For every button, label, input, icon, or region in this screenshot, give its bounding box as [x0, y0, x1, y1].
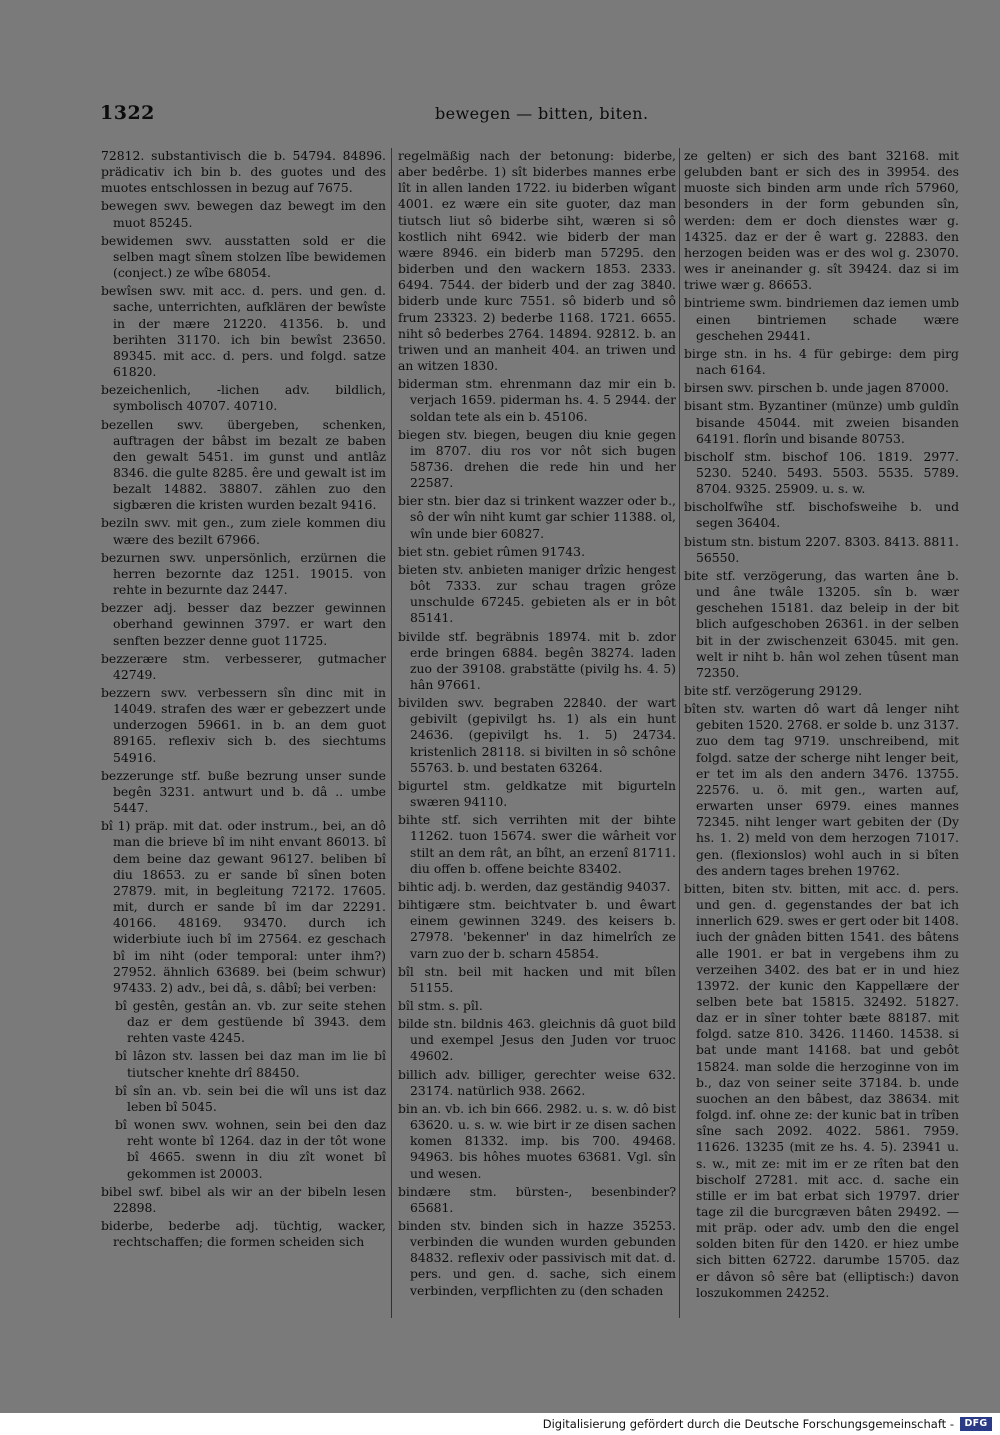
dictionary-entry: bewegen swv. bewegen daz bewegt im den muot 85245.: [101, 198, 386, 230]
dictionary-entry: bezurnen swv. unpersönlich, erzürnen die herren bezornte daz 1251. 19015. von rehte in bezurnte daz 2447.: [101, 549, 386, 598]
dictionary-entry: bigurtel stm. geldkatze mit bigurteln swæren 94110.: [398, 777, 676, 810]
running-head: bewegen — bitten, biten.: [435, 104, 649, 123]
dictionary-entry: bewidemen swv. ausstatten sold er die selben magt sînem stolzen lîbe bewidemen (conject.) ze wîbe 68054.: [101, 232, 386, 281]
dictionary-entry: bezzerære stm. verbesserer, gutmacher 42749.: [101, 650, 386, 682]
dictionary-entry: bî lâzon stv. lassen bei daz man im lie bî tiutscher knehte drî 88450.: [115, 1048, 386, 1080]
dictionary-entry: bezeichenlich, -lichen adv. bildlich, symbolisch 40707. 40710.: [101, 382, 386, 414]
dictionary-entry: birsen swv. pirschen b. unde jagen 87000.: [684, 380, 949, 396]
dictionary-entry: bihtigære stm. beichtvater b. und êwart einem gewinnen 3249. des keisers b. 27978. 'bekenner' in daz himelrîch ze varn zuo der b. scharn 45854.: [398, 897, 676, 961]
dictionary-entry: bintrieme swm. bindriemen daz iemen umb einen bintriemen schade wære geschehen 29441.: [684, 295, 959, 343]
column-3: [684, 148, 959, 1318]
dictionary-entry: bezellen swv. übergeben, schenken, auftragen der bâbst im bezalt ze baben den gewalt 5451. im gunst und antlâz 8346. die gulte 8285. êre und gewalt ist im bezalt 14882. 38807. zählen zuo den sigbæren die kristen wurden bezalt 9416.: [101, 416, 386, 513]
dictionary-entry: bezzer adj. besser daz bezzer gewinnen oberhand gewinnen 3797. er wart den senften bezzer denne guot 11725.: [101, 600, 386, 648]
dfg-logo: DFG: [960, 1417, 992, 1431]
dictionary-entry: bite stf. verzögerung 29129.: [684, 683, 863, 698]
dictionary-entry: bischolfwîhe stf. bischofsweihe b. und segen 36404.: [684, 499, 959, 531]
dictionary-entry: beziln swv. mit gen., zum ziele kommen diu wære des bezilt 67966.: [101, 515, 386, 547]
dictionary-entry: billich adv. billiger, gerechter weise 632. 23174. natürlich 938. 2662.: [398, 1066, 676, 1098]
dictionary-entry: bitten, biten stv. bitten, mit acc. d. pers. und gen. d. gegenstandes der bat ich innerlich 629. swes er gert oder bit 1408. iuch der gnâden bitten 1541. des bâtens alle 1901. er bat in vergebens ihm zu verzeihen 3402. des bat er in und hiez 13972. der kunic den Kappellære der selben bete bat 15815. 32492. 51827. daz er in sîner tohter bæte 88187. mit folgd. satze 810. 3426. 11460. 14538. si bat unde mant 14168. bat und gebôt 15824. man solde die herzoginne von im b., daz von seiner seite 37184. b. unde suochen an den bâbest, daz 38634. mit folgd. inf. ohne ze: der kunic bat in trîben sîne sach 2092. 4022. 5861. 7959. 11626. 13235 (mit ze hs. 4. 5). 23941 u. s. w., mit ze: mit im er ze rîten bat den bischolf 27281. mit acc. d. sache ein stille er im bat erbat sich 19797. drier tage zil die burcgræven bâten 29492. — mit präp. oder adv. umb den die engel solden biten für den 1420. er hiez umbe sich bitten 62722. darumbe 15705. daz er dâvon sô sêre bat (elliptisch:) davon loszukommen 24252.: [684, 880, 959, 1300]
dictionary-entry: binden stv. binden sich in hazze 35253. verbinden die wunden wurden gebunden 84832. reflexiv oder passivisch mit dat. d. pers. und gen. d. sache, sich einem verbinden, verpflichten zu (den schaden: [398, 1218, 676, 1298]
dictionary-entry: bî sîn an. vb. sein bei die wîl uns ist daz leben bî 5045.: [115, 1082, 386, 1114]
dictionary-entry: bî gestên, gestân an. vb. zur seite stehen daz er dem gestüende bî 3943. dem rehten vaste 4245.: [115, 997, 386, 1046]
dictionary-entry: biderbe, bederbe adj. tüchtig, wacker, rechtschaffen; die formen scheiden sich: [101, 1218, 386, 1250]
dictionary-entry: birge stn. in hs. 4 für gebirge: dem pirg nach 6164.: [684, 345, 959, 378]
dictionary-entry: biderman stm. ehrenmann daz mir ein b. verjach 1659. piderman hs. 4. 5 2944. der soldan tete als ein b. 45106.: [398, 376, 676, 424]
footer-credit: Digitalisierung gefördert durch die Deutsche Forschungsgemeinschaft -: [542, 1417, 954, 1431]
dictionary-entry: bisant stm. Byzantiner (münze) umb guldîn bisande 45044. mit zweien bisanden 64191. florîn und bisande 80753.: [684, 398, 959, 446]
footer-bar: [0, 1413, 1000, 1435]
dictionary-entry: bezzerunge stf. buße bezrung unser sunde begên 3231. antwurt und b. dâ .. umbe 5447.: [101, 767, 386, 816]
dictionary-entry: bîl stn. beil mit hacken und mit bîlen 51155.: [398, 963, 676, 995]
dictionary-entry: bewîsen swv. mit acc. d. pers. und gen. d. sache, unterrichten, aufklären der bewîste in der mære 21220. 41356. b. und berihten 31170. ich bin bewîst 23650. 89345. mit acc. d. pers. und folgd. satze 61820.: [101, 283, 386, 380]
dictionary-entry: bî 1) präp. mit dat. oder instrum., bei, an dô man die brieve bî im niht envant 86013. bî dem beine daz gewant 96127. beliben bî diu 18653. zu er sande bî sînen boten 27879. mit, in begleitung 72172. 17605. mit, durch er sande bî im dar 22291. 40166. 48169. 93470. durch ich widerbiute iuch bî im 27564. ez geschach bî im niht (oder temporal: unter ihm?) 27952. ähnlich 63689. bei (beim schwur) 97433. 2) adv., bei dâ, s. dâbî; bei verben:: [101, 818, 386, 995]
column-2: [398, 148, 676, 1318]
dictionary-entry: bindære stm. bürsten-, besenbinder? 65681.: [398, 1183, 676, 1215]
page-number: 1322: [100, 102, 155, 124]
dictionary-entry: 72812. substantivisch die b. 54794. 84896. prädicativ ich bin b. des guotes und des muotes entschlossen in bezug auf 7675.: [101, 148, 386, 196]
dictionary-entry: bî wonen swv. wohnen, sein bei den daz reht wonte bî 1264. daz in der tôt wone bî 4665. swenn in diu zît wonet bî gekommen ist 20003.: [115, 1117, 386, 1181]
dictionary-entry: bischolf stm. bischof 106. 1819. 2977. 5230. 5240. 5493. 5503. 5535. 5789. 8704. 9325. 25909. u. s. w.: [684, 448, 959, 497]
dictionary-entry: biet stn. gebiet rûmen 91743.: [398, 543, 586, 559]
page-header: [100, 102, 940, 132]
column-divider: [391, 148, 392, 1318]
dictionary-entry: bivilde stf. begräbnis 18974. mit b. zdor erde bringen 6884. begên 38274. laden zuo der 39108. grabstätte (pivilg hs. 4. 5) hân 97661.: [398, 628, 676, 692]
dictionary-entry: regelmäßig nach der betonung: biderbe, aber bedêrbe. 1) sît biderbes mannes erbe lît in allen landen 1722. iu biderben wîgant 4001. ez wære ein site guoter, daz man tiutsch liut sô biderbe siht, wæren si sô kostlich niht 6942. wie biderb der man wære 8946. ein biderb man 57295. den biderben und den wackern 1853. 2333. 6494. 7544. der biderb und der zag 3840. biderb unde kurc 7551. sô biderb und sô frum 23323. 2) bederbe 1168. 1721. 6655. niht sô bederbes 2764. 14894. 92812. b. an triwen und an manheit 404. an triwen und an witzen 1830.: [398, 148, 676, 374]
dictionary-entry: bilde stn. bildnis 463. gleichnis dâ guot bild und exempel Jesus den Juden vor truoc 49602.: [398, 1016, 676, 1064]
dictionary-entry: bite stf. verzögerung, das warten âne b. und âne twâle 13205. sîn b. wær geschehen 15181. daz beleip in der bit blich aufgeschoben 26361. in der selben bit in der zwischenzeit 63045. mit gen. welt ir niht b. hân wol zehen tûsent man 72350.: [684, 567, 959, 680]
column-1: [101, 148, 386, 1318]
dictionary-entry: biegen stv. biegen, beugen diu knie gegen im 8707. diu ros vor nôt sich bugen 58736. drehen die rede hin und her 22587.: [398, 426, 676, 491]
dictionary-entry: bieten stv. anbieten maniger drîzic hengest bôt 7333. zur schau tragen grôze unschulde 67245. gebieten als er in bôt 85141.: [398, 561, 676, 626]
dictionary-entry: bier stn. bier daz si trinkent wazzer oder b., sô der wîn niht kumt gar schier 11388. ol, wîn unde bier 60827.: [398, 493, 676, 541]
dictionary-entry: ze gelten) er sich des bant 32168. mit gelubden bant er sich des in 39954. des muoste sich binden arm unde rîch 57960, besonders in der form gebunden sîn, werden: dem er doch dienstes wær g. 14325. daz er der ê wart g. 22883. den herzogen beiden was er des wol g. 23070. wes ir aneinander g. sît 39424. daz si im triwe wær g. 86653.: [684, 148, 959, 293]
dictionary-entry: bîten stv. warten dô wart dâ lenger niht gebiten 1520. 2768. er solde b. unz 3137. zuo dem tag 9719. unschreibend, mit folgd. satze der scherge niht lenger beit, er tet im als den andern 3476. 13755. 22576. u. ö. mit gen., warten auf, erwarten unser 6979. eines mannes 72345. niht lenger wart gebiten der (Dy hs. 1. 2) meld von dem herzogen 71017. gen. (flexionslos) wohl auch in si bîten des andern tages brehen 19762.: [684, 701, 959, 878]
dictionary-entry: bin an. vb. ich bin 666. 2982. u. s. w. dô bist 63620. u. s. w. wie birt ir ze disen sachen komen 81332. imp. bis 700. 49468. 94963. bis hôhes muotes 63681. Vgl. sîn und wesen.: [398, 1100, 676, 1181]
dictionary-entry: bistum stn. bistum 2207. 8303. 8413. 8811. 56550.: [684, 533, 959, 565]
dictionary-entry: bîl stm. s. pîl.: [398, 997, 483, 1013]
dictionary-entry: bezzern swv. verbessern sîn dinc mit in 14049. strafen des wær er gebezzert unde underzogen 59661. in b. an dem guot 89165. reflexiv sich b. des siechtums 54916.: [101, 685, 386, 765]
column-divider: [679, 148, 680, 1318]
dictionary-entry: bivilden swv. begraben 22840. der wart gebivilt (gepivilgt hs. 1) als ein hunt 24636. (gepivilgt hs. 1. 5) 24734. kristenlich 28118. si bivilten in sô schône 55763. b. und bestaten 63264.: [398, 695, 676, 775]
dictionary-entry: bihte stf. sich verrihten mit der bihte 11262. tuon 15674. swer die wârheit vor stilt an dem rât, an bîht, an erzenî 81711. diu offen b. offene beichte 83402.: [398, 812, 676, 876]
dictionary-entry: bihtic adj. b. werden, daz geständig 94037.: [398, 878, 671, 894]
dictionary-entry: bibel swf. bibel als wir an der bibeln lesen 22898.: [101, 1183, 386, 1215]
